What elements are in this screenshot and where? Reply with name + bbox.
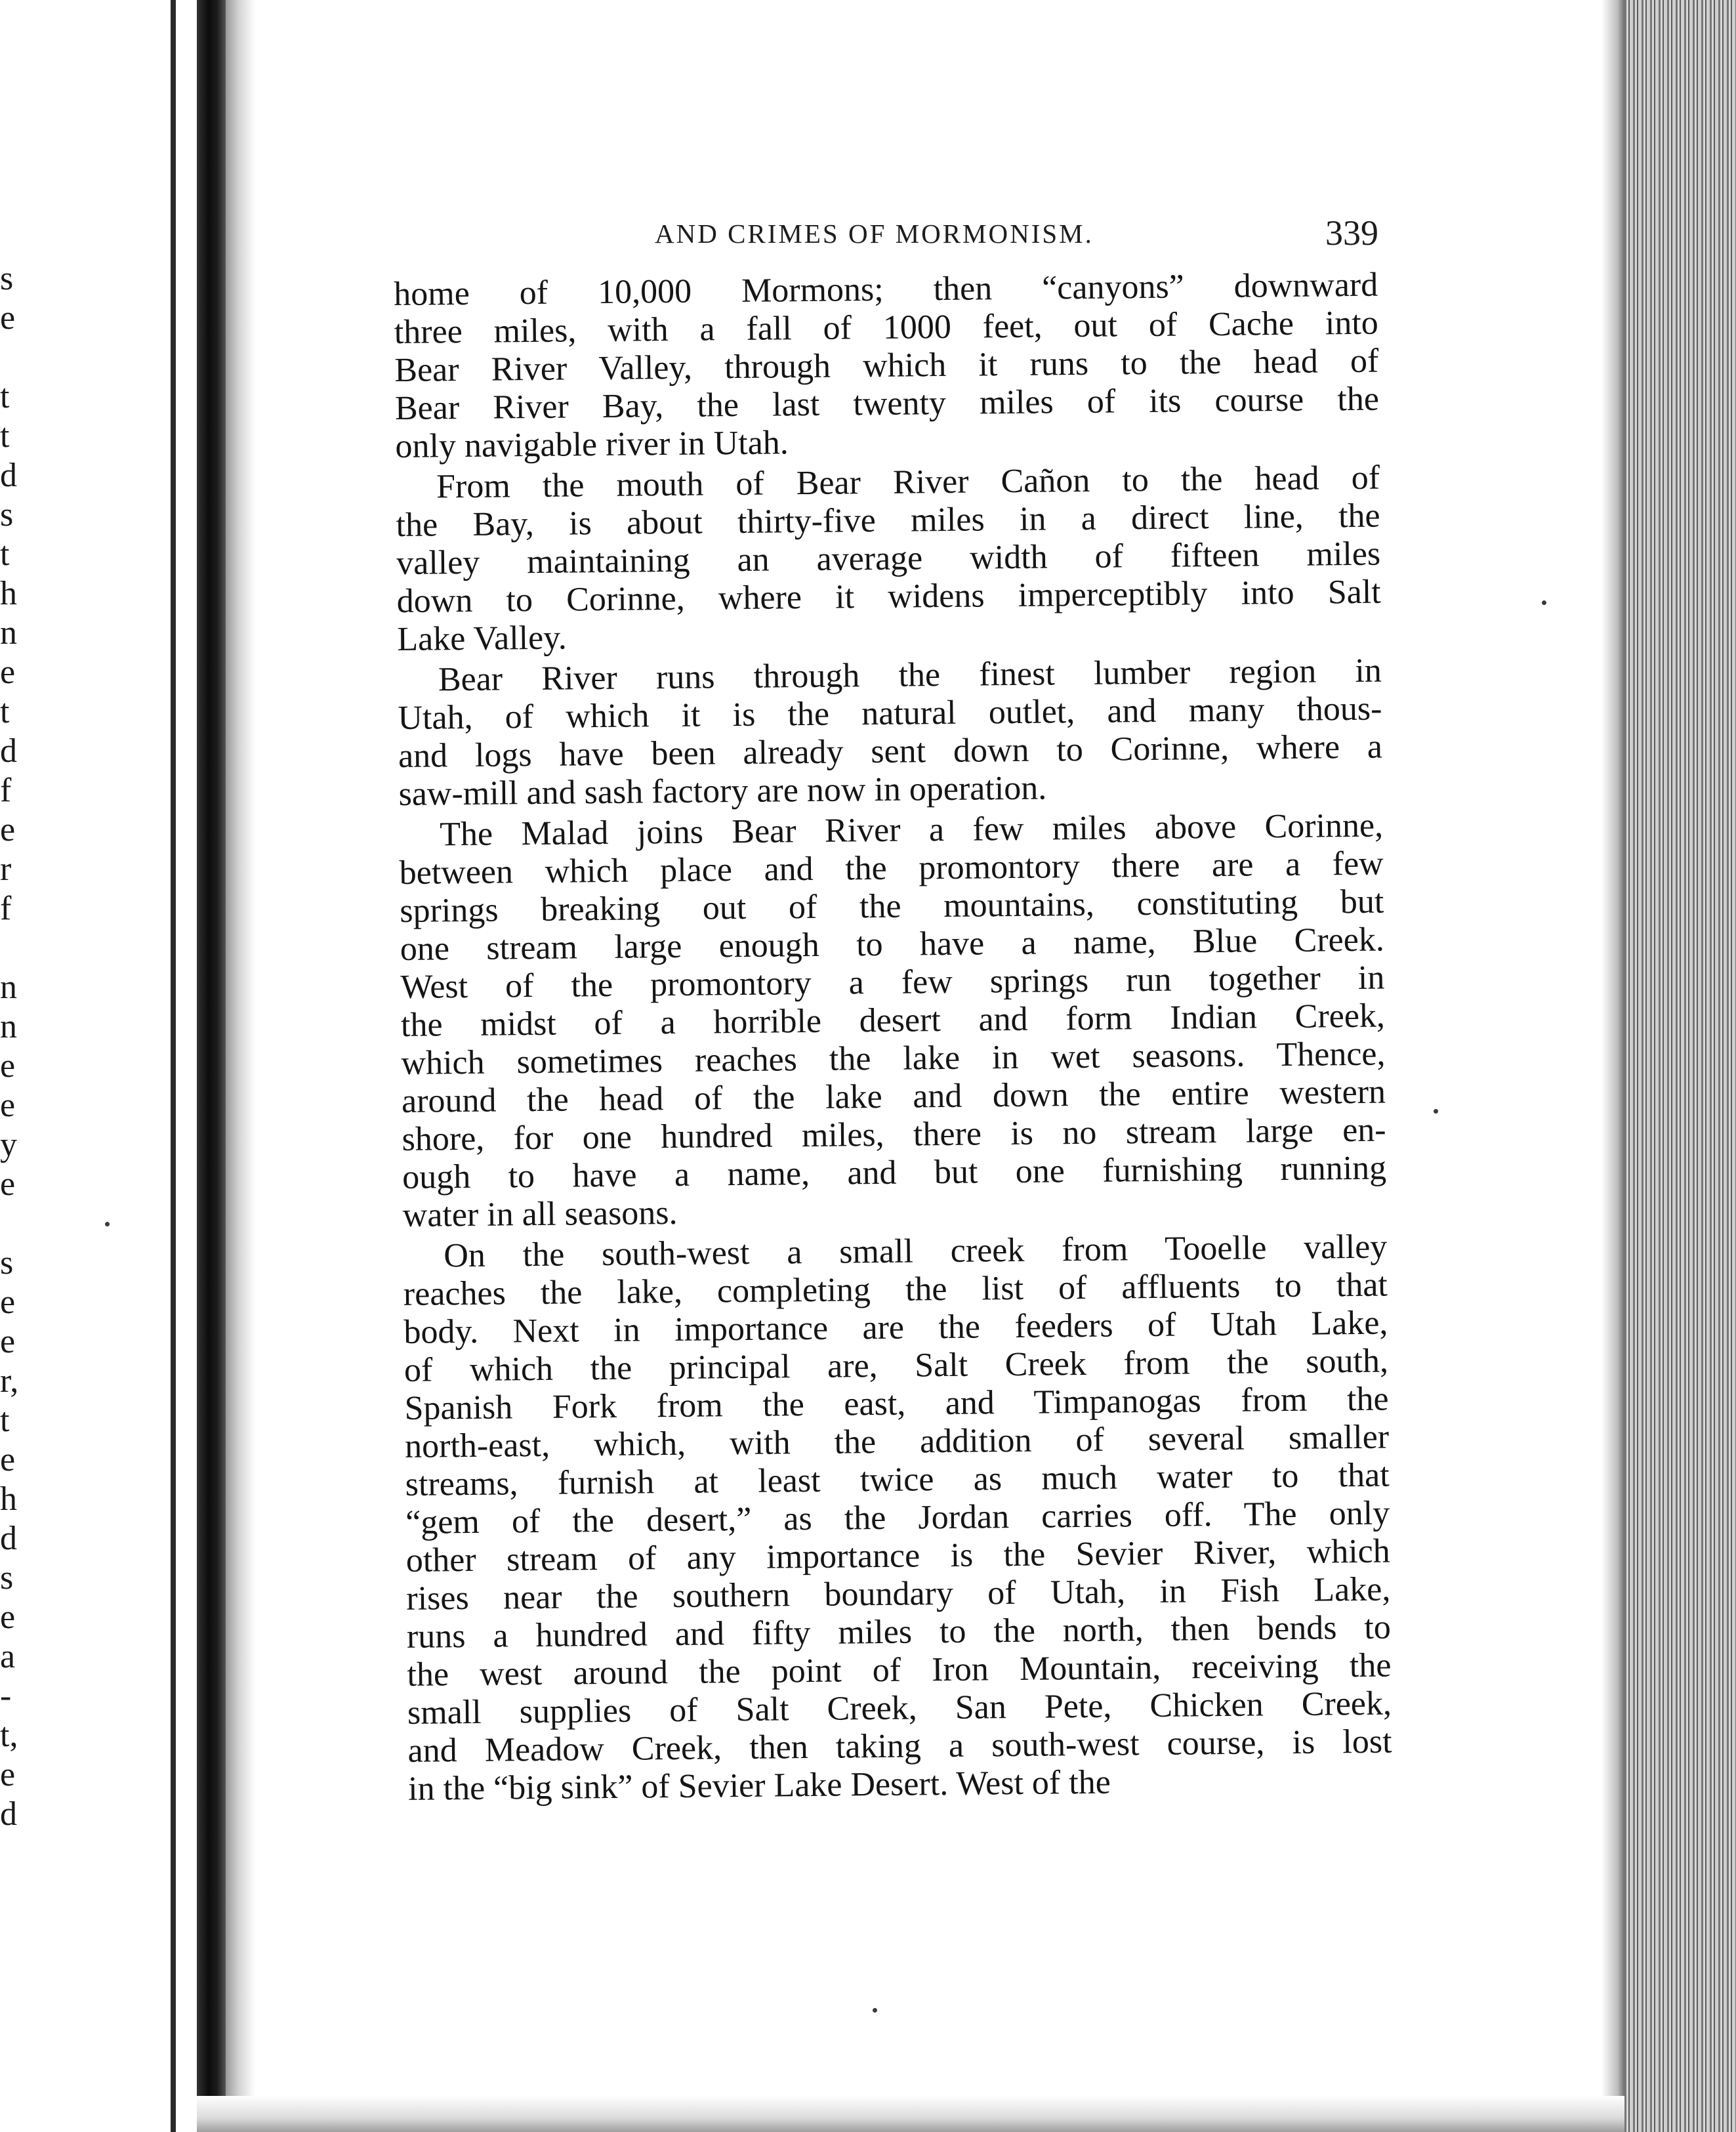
previous-page-fragment — [0, 0, 197, 2132]
text-line: three miles, with a fall of 1000 feet, out of Cache into — [394, 304, 1379, 351]
previous-page-fragment-text: e — [0, 1323, 16, 1360]
previous-page-fragment-text: a — [0, 1638, 16, 1675]
text-line: The Malad joins Bear River a few miles above Corinne, — [439, 806, 1384, 854]
previous-page-fragment-text: e — [0, 1087, 16, 1124]
text-line: runs a hundred and fifty miles to the north, then bends to — [406, 1608, 1392, 1656]
text-line: only navigable river in Utah. — [395, 424, 789, 465]
previous-page-fragment-text: h — [0, 575, 17, 612]
text-line: West of the promontory a few springs run together in — [400, 959, 1385, 1006]
text-line: north-east, which, with the addition of several smaller — [404, 1418, 1390, 1465]
previous-page-fragment-text: t — [0, 378, 10, 415]
previous-page-fragment-text: e — [0, 1047, 16, 1085]
running-head — [394, 213, 1384, 257]
ink-speck — [1434, 1109, 1438, 1114]
text-line: Utah, of which it is the natural outlet, and many thous- — [398, 690, 1382, 737]
running-title: AND CRIMES OF MORMONISM. — [655, 219, 1094, 249]
previous-page-fragment-text: t — [0, 535, 10, 573]
previous-page-fragment-text: e — [0, 1756, 16, 1793]
previous-page-fragment-text: t — [0, 693, 10, 730]
previous-page-fragment-text: e — [0, 654, 16, 691]
page-edge-shadow — [1602, 0, 1624, 2132]
text-line: saw-mill and sash factory are now in operation. — [398, 769, 1047, 813]
previous-page-line-endings — [0, 259, 26, 1834]
paragraph — [396, 459, 1382, 659]
page-number: 339 — [1325, 213, 1378, 253]
text-line: around the head of the lake and down the entire western — [401, 1073, 1386, 1120]
text-line: home of 10,000 Mormons; then “canyons” downward — [394, 266, 1378, 313]
previous-page-fragment-text: d — [0, 457, 17, 494]
text-line: the west around the point of Iron Mountain, receiving the — [407, 1646, 1392, 1694]
text-line: the Bay, is about thirty-five miles in a direct line, the — [396, 497, 1380, 544]
text-line: the midst of a horrible desert and form Indian Creek, — [400, 997, 1386, 1044]
body-text — [394, 266, 1392, 1808]
ink-speck — [105, 1222, 110, 1226]
text-line: down to Corinne, where it widens imperceptibly into Salt — [396, 573, 1381, 620]
text-line: which sometimes reaches the lake in wet seasons. Thence, — [401, 1035, 1386, 1082]
text-line: Spanish Fork from the east, and Timpanogas from the — [404, 1380, 1389, 1427]
previous-page-fragment-text: n — [0, 1008, 17, 1045]
text-line: Bear River runs through the finest lumber region in — [438, 652, 1382, 699]
previous-page-fragment-text: - — [0, 1677, 12, 1715]
page-border-line — [171, 0, 176, 2132]
text-line: small supplies of Salt Creek, San Pete, Chicken Creek, — [407, 1684, 1392, 1732]
text-line: From the mouth of Bear River Cañon to the head of — [436, 459, 1380, 506]
ink-speck — [1542, 600, 1546, 605]
text-line: Lake Valley. — [397, 619, 568, 658]
text-line: shore, for one hundred miles, there is no stream large en- — [402, 1111, 1386, 1158]
previous-page-fragment-text: s — [0, 1559, 14, 1597]
text-line: water in all seasons. — [402, 1194, 678, 1234]
text-line: and Meadow Creek, then taking a south-west course, is lost — [407, 1723, 1392, 1770]
text-line: Bear River Bay, the last twenty miles of its course the — [394, 380, 1380, 427]
previous-page-fragment-text: r — [0, 850, 12, 888]
text-line: reaches the lake, completing the list of affluents to that — [403, 1266, 1388, 1313]
previous-page-fragment-text: e — [0, 811, 16, 848]
gutter-shadow — [226, 0, 255, 2132]
previous-page-fragment-text: t, — [0, 1717, 18, 1754]
text-line: between which place and the promontory there are a few — [399, 845, 1384, 892]
previous-page-fragment-text: f — [0, 890, 12, 927]
previous-page-fragment-text: e — [0, 1599, 16, 1636]
text-line: of which the principal are, Salt Creek from the south, — [403, 1342, 1389, 1389]
text-line: “gem of the desert,” as the Jordan carries off. The only — [405, 1494, 1390, 1541]
previous-page-fragment-text: s — [0, 496, 14, 533]
book-gutter — [197, 0, 226, 2132]
text-line: valley maintaining an average width of fifteen miles — [396, 535, 1381, 582]
text-line: other stream of any importance is the Sevier River, which — [405, 1532, 1391, 1579]
previous-page-fragment-text: e — [0, 1284, 16, 1321]
previous-page-fragment-text: n — [0, 614, 17, 652]
previous-page-fragment-text: y — [0, 1126, 17, 1163]
text-line: ough to have a name, and but one furnishing running — [402, 1149, 1387, 1196]
previous-page-fragment-text: s — [0, 260, 14, 297]
previous-page-fragment-text: n — [0, 969, 17, 1006]
previous-page-fragment-text: h — [0, 1480, 17, 1518]
paragraph — [399, 807, 1387, 1235]
previous-page-fragment-text: d — [0, 1795, 17, 1833]
bottom-page-shadow — [197, 2096, 1624, 2132]
book-page-edges — [1624, 0, 1736, 2132]
previous-page-fragment-text: d — [0, 732, 17, 770]
text-line: springs breaking out of the mountains, constituting but — [400, 883, 1384, 930]
paragraph — [398, 652, 1383, 814]
previous-page-fragment-text: t — [0, 1402, 10, 1439]
text-line: body. Next in importance are the feeders of Utah Lake, — [403, 1304, 1388, 1351]
previous-page-fragment-text: e — [0, 1165, 16, 1203]
paragraph — [403, 1228, 1392, 1808]
previous-page-fragment-text: s — [0, 1244, 14, 1282]
text-line: one stream large enough to have a name, Blue Creek. — [400, 921, 1385, 968]
previous-page-fragment-text: d — [0, 1520, 17, 1557]
ink-speck — [873, 2008, 877, 2013]
text-line: On the south-west a small creek from Tooelle valley — [444, 1228, 1388, 1275]
previous-page-fragment-text: e — [0, 299, 16, 337]
text-line: and logs have been already sent down to Corinne, where a — [398, 728, 1383, 775]
previous-page-fragment-text: e — [0, 1441, 16, 1478]
text-line: rises near the southern boundary of Utah, in Fish Lake, — [406, 1570, 1391, 1618]
paragraph — [394, 266, 1380, 466]
previous-page-fragment-text: r, — [0, 1362, 19, 1400]
text-line: in the “big sink” of Sevier Lake Desert. West of the — [407, 1763, 1111, 1808]
previous-page-fragment-text: f — [0, 772, 12, 809]
previous-page-fragment-text: t — [0, 417, 10, 455]
text-line: streams, furnish at least twice as much water to that — [405, 1456, 1390, 1503]
text-line: Bear River Valley, through which it runs to the head of — [394, 342, 1379, 389]
